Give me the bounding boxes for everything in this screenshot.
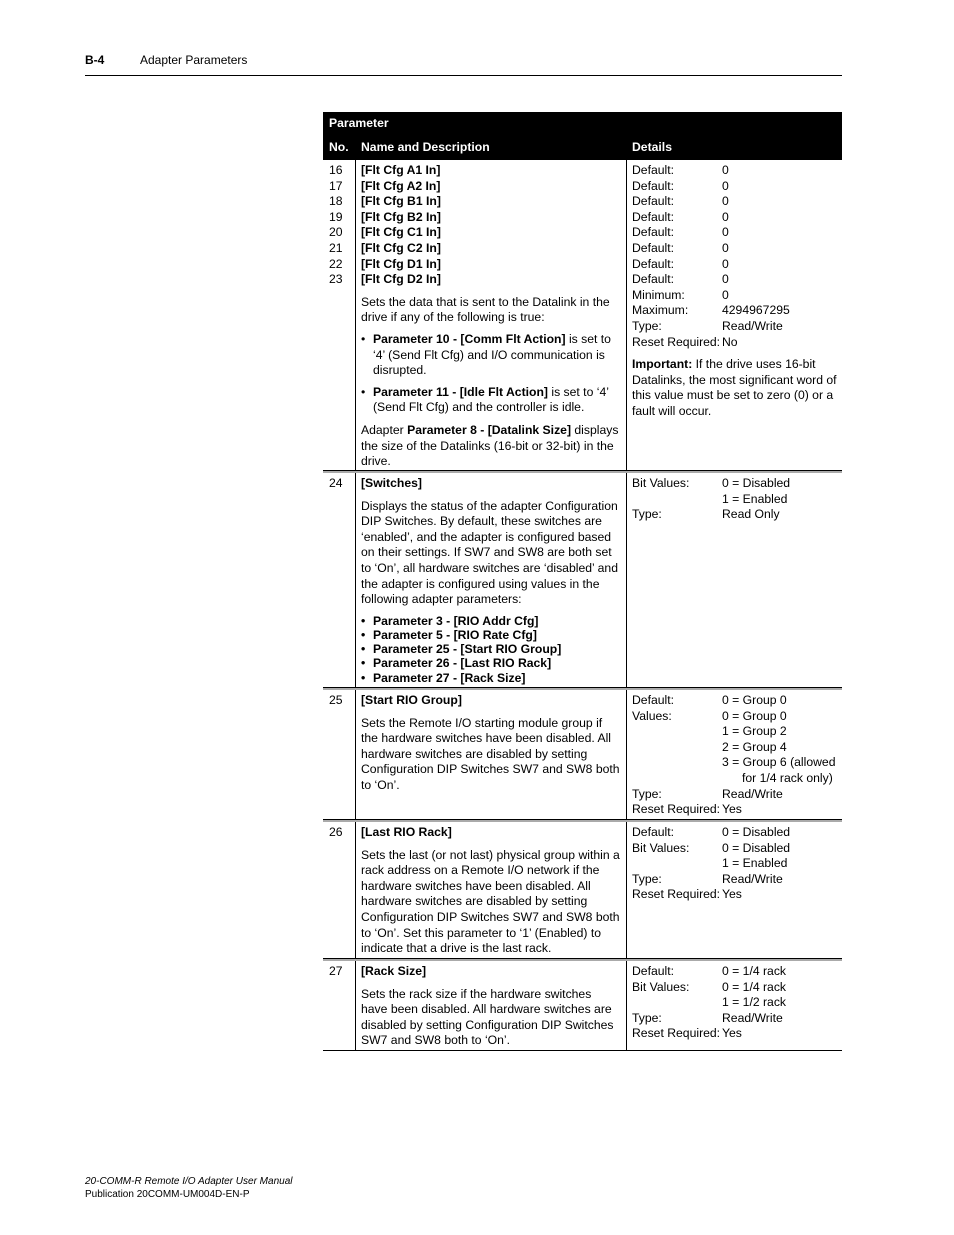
param-name: [Rack Size] bbox=[361, 964, 427, 978]
param-name: [Flt Cfg D1 In] bbox=[361, 256, 441, 271]
param-name: [Flt Cfg D2 In] bbox=[361, 272, 441, 287]
param-name: [Flt Cfg B1 In] bbox=[361, 194, 441, 209]
param-details: Default: 0 = Group 0 Values: 0 = Group 0 1 = Group 2 2 = Group 4 3 = Group 6 (allowed for 1/4 rack only) Type: Read/Write Reset Required: Yes bbox=[632, 693, 836, 817]
table-row bbox=[323, 820, 842, 959]
parameter-table bbox=[323, 112, 842, 1051]
param-no: 20 bbox=[329, 225, 343, 240]
list-item: • Parameter 3 - [RIO Addr Cfg] bbox=[361, 614, 621, 628]
description-text: Sets the last (or not last) physical group within a rack address on a Remote I/O network if the hardware switches have been disabled. All hardware switches are disabled by setting Configuration DIP Switches SW7 and SW8 both to ‘On’. Set this parameter to ‘1’ (Enabled) to indicate that a drive is the last rack. bbox=[361, 847, 620, 956]
list-item: • Parameter 27 - [Rack Size] bbox=[361, 671, 621, 685]
param-description bbox=[361, 825, 621, 957]
param-no: 23 bbox=[329, 272, 343, 287]
table-row bbox=[323, 471, 842, 688]
description-text: Displays the status of the adapter Configuration DIP Switches. By default, these switches are ‘enabled’, and the adapter is configured based on their settings. If SW7 and SW8 are both set to ‘On’, all hardware switches are ‘disabled’ and the adapter is configured using values in the following adapter parameters: bbox=[361, 498, 618, 607]
header-no: No. bbox=[329, 140, 349, 154]
param-description bbox=[361, 693, 621, 794]
list-item: • Parameter 5 - [RIO Rate Cfg] bbox=[361, 628, 621, 642]
param-description bbox=[361, 964, 621, 1049]
page-number: B-4 bbox=[85, 53, 105, 67]
param-name: [Flt Cfg A1 In] bbox=[361, 163, 441, 177]
param-name: [Flt Cfg B2 In] bbox=[361, 209, 441, 224]
param-details: Default: 0 Default: 0 Default: 0 Default: 0 Default: 0 Default: 0 Default: 0 Default: 0 Minimum: 0 Maximum: 4294967295 Type: Read/Write Reset Required: No Important: If the drive uses 16-bit Datalinks, the most significant word of this value must be set to zero (0) or a fault will occur. bbox=[632, 163, 837, 418]
param-name: [Flt Cfg C1 In] bbox=[361, 225, 441, 240]
param-name: [Start RIO Group] bbox=[361, 693, 462, 707]
param-name: [Switches] bbox=[361, 476, 422, 490]
table-row bbox=[323, 959, 842, 1051]
param-no: 21 bbox=[329, 240, 343, 255]
footer-manual-title: 20-COMM-R Remote I/O Adapter User Manual bbox=[85, 1176, 293, 1187]
footer-publication: Publication 20COMM-UM004D-EN-P bbox=[85, 1189, 250, 1200]
param-no: 18 bbox=[329, 194, 343, 209]
note-text: Adapter Parameter 8 - [Datalink Size] displays the size of the Datalinks (16-bit or 32-bit) in the drive. bbox=[361, 422, 619, 469]
list-item: • Parameter 26 - [Last RIO Rack] bbox=[361, 656, 621, 670]
header-divider bbox=[85, 75, 842, 76]
header-details: Details bbox=[632, 140, 672, 154]
list-item: • Parameter 10 - [Comm Flt Action] is set to ‘4’ (Send Flt Cfg) and I/O communication is disrupted. bbox=[361, 332, 621, 379]
param-no: 25 bbox=[329, 693, 343, 707]
section-title: Adapter Parameters bbox=[140, 53, 248, 67]
important-note: Important: If the drive uses 16-bit Datalinks, the most significant word of this value must be set to zero (0) or a fault will occur. bbox=[632, 357, 837, 418]
param-name: [Last RIO Rack] bbox=[361, 825, 452, 839]
param-no: 22 bbox=[329, 256, 343, 271]
param-details: Default: 0 = 1/4 rack Bit Values: 0 = 1/4 rack 1 = 1/2 rack Type: Read/Write Reset Required: Yes bbox=[632, 964, 787, 1041]
param-description bbox=[361, 163, 621, 470]
condition-list bbox=[361, 332, 621, 416]
param-details: Bit Values: 0 = Disabled 1 = Enabled Type: Read Only bbox=[632, 476, 791, 522]
param-no: 19 bbox=[329, 209, 343, 224]
description-text: Sets the Remote I/O starting module group if the hardware switches have been disabled. All hardware switches are disabled by setting Configuration DIP Switches SW7 and SW8 both to ‘On’. bbox=[361, 715, 620, 792]
param-no: 24 bbox=[329, 476, 343, 490]
param-details: Default: 0 = Disabled Bit Values: 0 = Disabled 1 = Enabled Type: Read/Write Reset Required: Yes bbox=[632, 825, 791, 902]
list-item: • Parameter 11 - [Idle Flt Action] is set to ‘4’ (Send Flt Cfg) and the controller is idle. bbox=[361, 385, 621, 416]
table-row bbox=[323, 160, 842, 471]
list-item: • Parameter 25 - [Start RIO Group] bbox=[361, 642, 621, 656]
param-name: [Flt Cfg C2 In] bbox=[361, 240, 441, 255]
header-parameter: Parameter bbox=[329, 116, 389, 130]
parameter-list bbox=[361, 614, 621, 685]
param-numbers bbox=[329, 163, 353, 288]
table-header bbox=[323, 112, 842, 160]
param-name: [Flt Cfg A2 In] bbox=[361, 178, 441, 193]
param-no: 27 bbox=[329, 964, 343, 978]
param-no: 26 bbox=[329, 825, 343, 839]
description-text: Sets the data that is sent to the Datalink in the drive if any of the following is true: bbox=[361, 294, 610, 325]
param-no: 17 bbox=[329, 178, 343, 193]
header-name-description: Name and Description bbox=[361, 140, 490, 154]
param-no: 16 bbox=[329, 163, 343, 177]
param-description bbox=[361, 476, 621, 685]
table-row bbox=[323, 688, 842, 820]
description-text: Sets the rack size if the hardware switches have been disabled. All hardware switches are disabled by setting Configuration DIP Switches SW7 and SW8 both to ‘On’. bbox=[361, 986, 614, 1048]
